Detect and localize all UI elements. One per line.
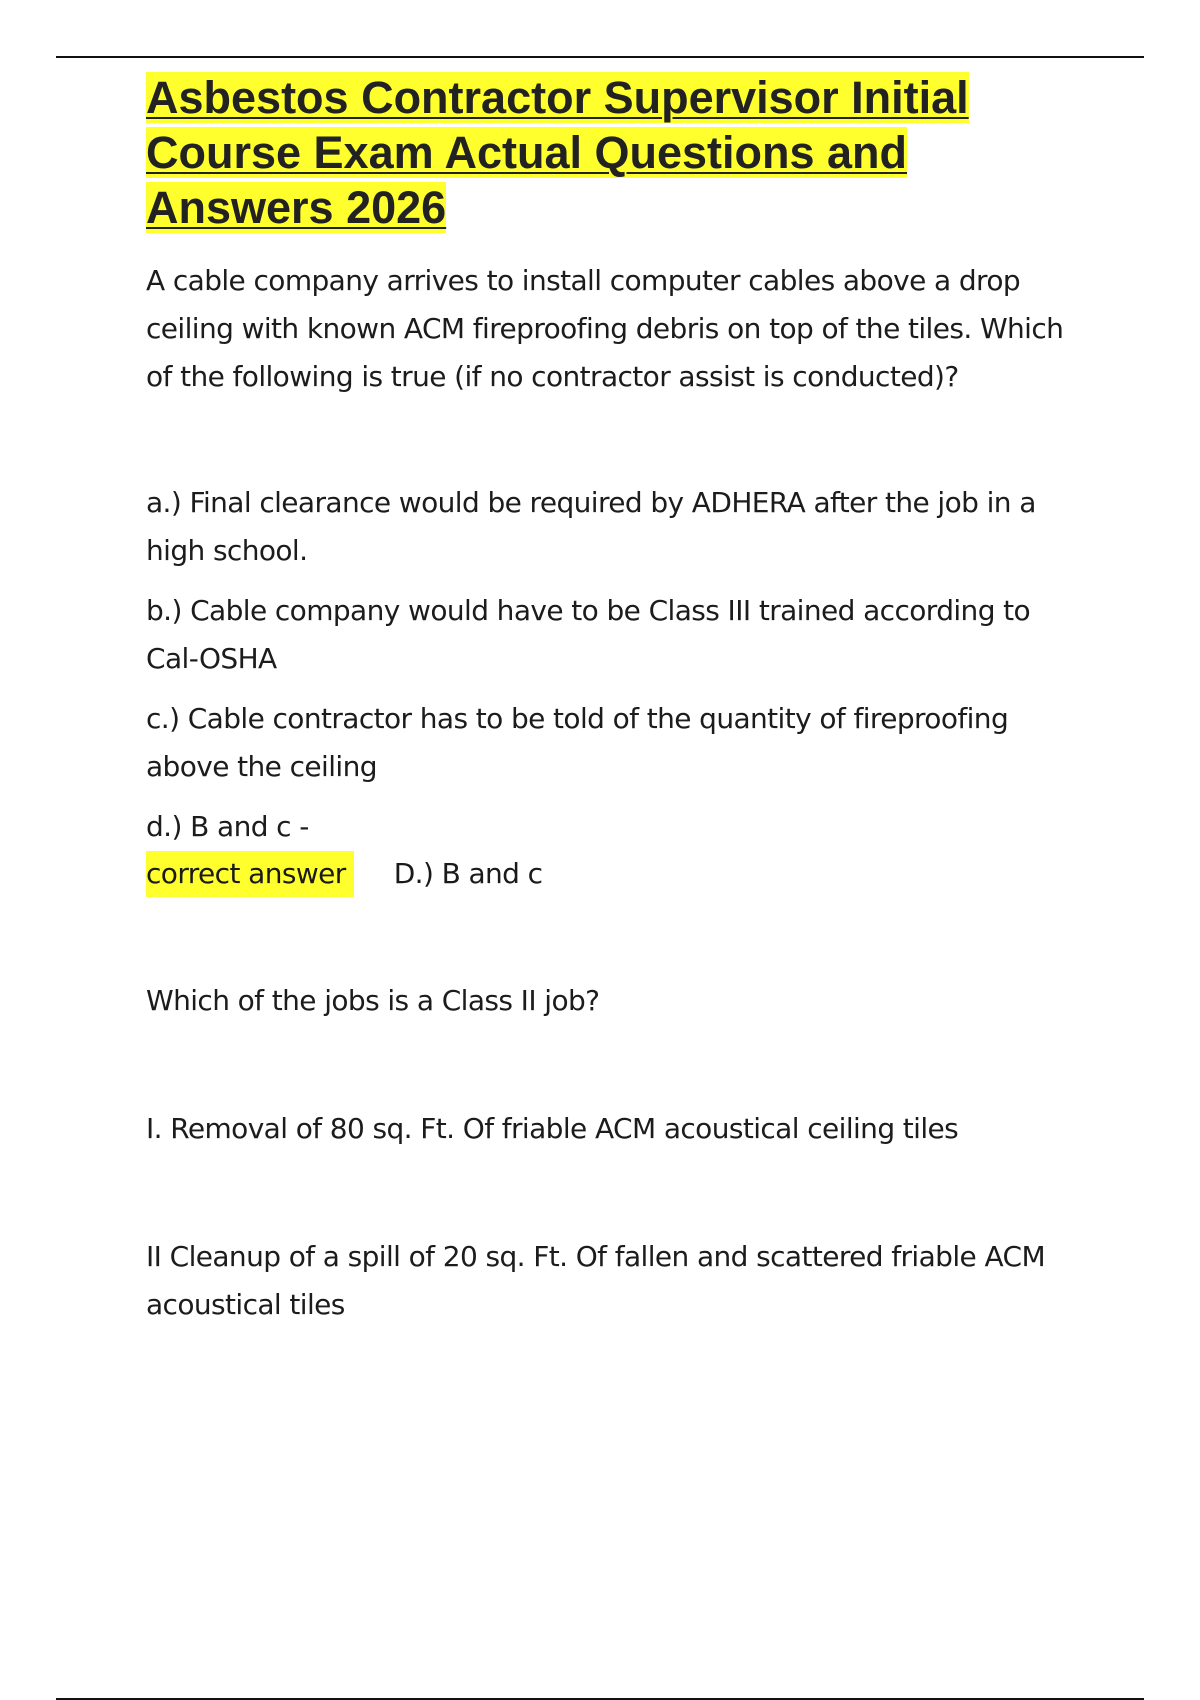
job-item-1: I. Removal of 80 sq. Ft. Of friable ACM acoustical ceiling tiles (146, 1112, 959, 1145)
option-b: b.) Cable company would have to be Class III trained according to Cal-OSHA (146, 594, 1031, 675)
option-c: c.) Cable contractor has to be told of the quantity of fireproofing above the ceiling (146, 702, 1009, 783)
answer-row (146, 851, 1086, 897)
question-1-text: A cable company arrives to install computer cables above a drop ceiling with known ACM fireproofing debris on top of the tiles. Which of the following is true (if no contractor assist is conducted)? (146, 264, 1064, 393)
job-item-2: II Cleanup of a spill of 20 sq. Ft. Of fallen and scattered friable ACM acoustical tiles (146, 1240, 1046, 1321)
correct-answer-label: correct answer (146, 851, 354, 897)
correct-answer-text: D.) B and c (393, 857, 543, 890)
document-body (146, 70, 1086, 1329)
document-title (146, 70, 1086, 235)
option-d: d.) B and c - (146, 810, 309, 843)
title-highlight: Asbestos Contractor Supervisor Initial Course Exam Actual Questions and Answers 2026 (146, 72, 969, 233)
option-a: a.) Final clearance would be required by ADHERA after the job in a high school. (146, 486, 1036, 567)
top-rule (56, 56, 1144, 58)
question-2-text: Which of the jobs is a Class II job? (146, 984, 600, 1017)
